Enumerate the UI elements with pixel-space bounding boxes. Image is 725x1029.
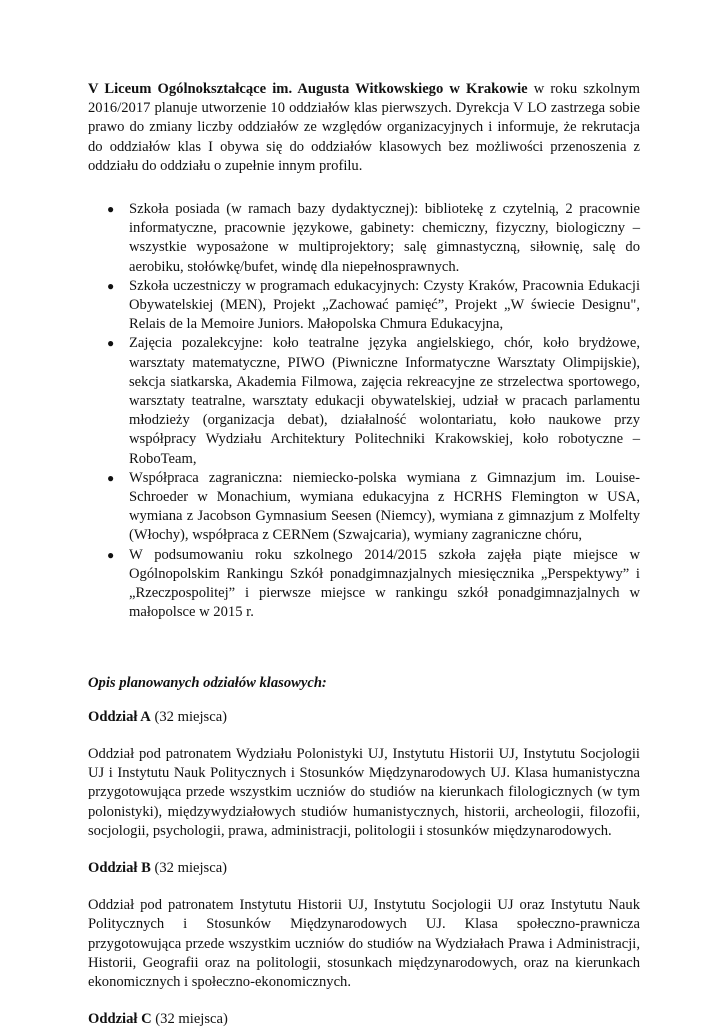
class-a-description: Oddział pod patronatem Wydziału Polonistyki UJ, Instytutu Historii UJ, Instytutu Socjologii UJ i Instytutu Nauk Politycznych i Stosunków Międzynarodowych UJ. Klasa humanistyczna przygotowująca przede wszystkim uczniów do studiów na kierunkach filologicznych (w tym polonistyki), międzywydziałowych studiów humanistycznych, historii, archeologii, filozofii, socjologii, psychologii, prawa, administracji, politologii i stosunków międzynarodowych. <box>88 745 640 839</box>
class-a-name: Oddział A <box>88 708 151 725</box>
list-item-text: W podsumowaniu roku szkolnego 2014/2015 szkoła zajęła piąte miejsce w Ogólnopolskim Rankingu Szkół ponadgimnazjalnych miesięcznika „Perspektywy” i „Rzeczpospolitej” i pierwsze miejsce w rankingu szkół ponadgimnazjalnych w małopolsce w 2015 r. <box>129 546 640 621</box>
section-title: Opis planowanych odziałów klasowych: <box>88 675 327 692</box>
list-item <box>88 277 640 335</box>
list-item <box>88 469 640 546</box>
list-item-text: Współpraca zagraniczna: niemiecko-polska wymiana z Gimnazjum im. Louise-Schroeder w Monachium, wymiana edukacyjna z HCRHS Flemington w USA, wymiana z Jacobson Gymnasium Seesen (Niemcy), wymiana z gimnazjum z Molfelty (Włochy), współpraca z CERNem (Szwajcaria), wymiany zagraniczne chóru, <box>129 469 640 544</box>
school-features-list <box>88 200 640 622</box>
bullet-icon: ● <box>107 547 115 562</box>
list-item <box>88 334 640 468</box>
class-c-heading <box>88 1010 640 1029</box>
intro-text: w roku szkolnym 2016/2017 planuje utworzenie 10 oddziałów klas pierwszych. Dyrekcja V LO zastrzega sobie prawo do zmiany liczby oddziałów ze względów organizacyjnych i informuje, że rekrutacja do oddziałów klas I obywa się do oddziałów klasowych bez możliwości przenoszenia z oddziału do oddziału o zupełnie innym profilu. <box>88 81 640 174</box>
class-b-name: Oddział B <box>88 859 151 876</box>
document-page <box>88 80 640 1029</box>
list-item-text: Szkoła uczestniczy w programach edukacyjnych: Czysty Kraków, Pracownia Edukacji Obywatelskiej (MEN), Projekt „Zachować pamięć”, Projekt „W świecie Designu", Relais de la Memoire Juniors. Małopolska Chmura Edukacyjna, <box>129 277 640 333</box>
bullet-icon: ● <box>107 470 115 485</box>
bullet-icon: ● <box>107 336 115 351</box>
class-a-seats: (32 miejsca) <box>150 708 228 725</box>
intro-paragraph <box>88 80 640 176</box>
class-b-seats: (32 miejsca) <box>150 859 228 876</box>
list-item-text: Zajęcia pozalekcyjne: koło teatralne języka angielskiego, chór, koło brydżowe, warsztaty matematyczne, PIWO (Piwniczne Informatyczne Warsztaty Olimpijskie), sekcja siatkarska, Akademia Filmowa, zajęcia rekreacyjne ze strzelectwa sportowego, warsztaty teatralne, warsztaty edukacji obywatelskiej, udział w pracach parlamentu młodzieży (organizacja debat), działalność wolontariatu, koło naukowe przy współpracy Wydziału Architektury Politechniki Krakowskiej, koło robotyczne – RoboTeam, <box>129 335 640 467</box>
class-b-description: Oddział pod patronatem Instytutu Historii UJ, Instytutu Socjologii UJ oraz Instytutu Nauk Politycznych i Stosunków Międzynarodowych UJ. Klasa społeczno-prawnicza przygotowująca przede wszystkim uczniów do studiów na Wydziałach Prawa i Administracji, Historii, Geografii oraz na politologii, stosunkach międzynarodowych, oraz na kierunkach ekonomicznych i społeczno-ekonomicznych. <box>88 897 640 990</box>
bullet-icon: ● <box>107 202 115 217</box>
class-b-heading <box>88 859 640 878</box>
list-item-text: Szkoła posiada (w ramach bazy dydaktycznej): bibliotekę z czytelnią, 2 pracownie informatyczne, pracownie językowe, gabinety: chemiczny, fizyczny, biologiczny – wszystkie wyposażone w multiprojektory; salę gimnastyczną, siłownię, salę do aerobiku, stołówkę/bufet, windę dla niepełnosprawnych. <box>129 201 640 275</box>
class-c-name: Oddział C <box>88 1011 152 1028</box>
school-name: V Liceum Ogólnokształcące im. Augusta Witkowskiego w Krakowie <box>88 81 528 97</box>
bullet-icon: ● <box>107 278 115 293</box>
list-item <box>88 200 640 277</box>
class-a-heading <box>88 708 640 727</box>
class-c-seats: (32 miejsca) <box>151 1011 228 1028</box>
list-item <box>88 546 640 623</box>
